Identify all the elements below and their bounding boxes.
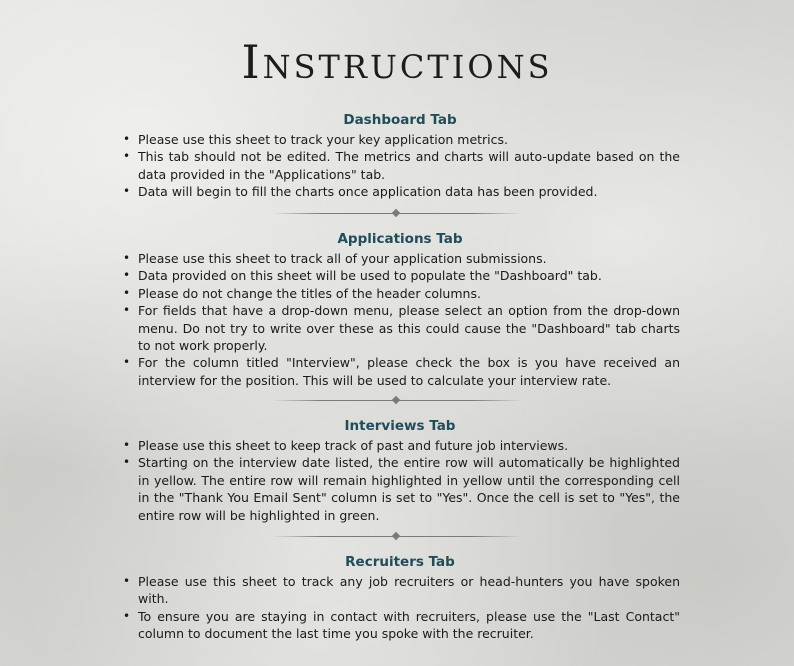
list-item	[120, 608, 680, 643]
list-item	[120, 267, 680, 284]
list-item-text: Please use this sheet to track any job recruiters or head-hunters you have spoken with.	[138, 574, 680, 607]
list-item-text: This tab should not be edited. The metrics and charts will auto-update based on the data provided in the "Applications" tab.	[138, 149, 680, 182]
bullet-icon: •	[123, 438, 131, 452]
diamond-icon	[392, 209, 400, 217]
section-interviews-tab	[120, 418, 680, 524]
list-item	[120, 285, 680, 302]
section-divider	[272, 209, 522, 219]
bullet-icon: •	[123, 251, 131, 265]
bullet-list	[120, 573, 680, 643]
bullet-list	[120, 131, 680, 201]
diamond-icon	[392, 396, 400, 404]
bullet-icon: •	[123, 455, 131, 470]
list-item	[120, 183, 680, 200]
list-item-text: Please use this sheet to track your key application metrics.	[138, 132, 509, 147]
list-item-text: To ensure you are staying in contact with recruiters, please use the "Last Contact" column to document the last time you spoke with the recruiter.	[138, 608, 680, 642]
bullet-icon: •	[123, 149, 131, 164]
section-recruiters-tab	[120, 554, 680, 643]
bullet-icon: •	[123, 268, 131, 283]
diamond-icon	[392, 532, 400, 540]
list-item	[120, 437, 680, 454]
bullet-icon: •	[123, 355, 131, 370]
section-dashboard-tab	[120, 112, 680, 201]
list-item	[120, 354, 680, 389]
list-item-text: Starting on the interview date listed, the entire row will automatically be highlighted in yellow. The entire row will remain highlighted in yellow until the corresponding cell in the "Thank You Email Sent" column is set to "Yes". Once the cell is set to "Yes", the entire row will be highlighted in green.	[138, 455, 680, 523]
bullet-icon: •	[123, 184, 131, 199]
section-divider	[272, 532, 522, 542]
list-item-text: Please use this sheet to track all of your application submissions.	[138, 251, 547, 266]
list-item-text: Data provided on this sheet will be used to populate the "Dashboard" tab.	[138, 268, 602, 284]
list-item-text: Please use this sheet to keep track of past and future job interviews.	[138, 438, 569, 453]
section-applications-tab	[120, 231, 680, 389]
bullet-icon: •	[123, 303, 131, 318]
list-item-text: For fields that have a drop-down menu, please select an option from the drop-down menu. Do not try to write over these as this could cause the "Dashboard" tab charts to not work properly.	[138, 303, 680, 354]
list-item	[120, 131, 680, 148]
list-item-text: For the column titled "Interview", please check the box is you have received an interview for the position. This will be used to calculate your interview rate.	[138, 355, 680, 388]
bullet-icon: •	[123, 132, 131, 146]
bullet-icon: •	[123, 608, 131, 623]
section-heading: Dashboard Tab	[343, 112, 457, 128]
list-item-text: Data will begin to fill the charts once application data has been provided.	[138, 184, 598, 200]
section-heading: Interviews Tab	[344, 418, 456, 434]
section-heading: Recruiters Tab	[345, 554, 455, 570]
section-heading: Applications Tab	[337, 231, 463, 247]
page-title: Instructions	[241, 35, 553, 89]
list-item	[120, 454, 680, 524]
bullet-list	[120, 250, 680, 389]
section-divider	[272, 396, 522, 406]
list-item	[120, 250, 680, 267]
list-item-text: Please do not change the titles of the header columns.	[138, 285, 481, 301]
list-item	[120, 573, 680, 608]
bullet-list	[120, 437, 680, 524]
list-item	[120, 302, 680, 354]
bullet-icon: •	[123, 285, 131, 300]
bullet-icon: •	[123, 574, 131, 588]
list-item	[120, 148, 680, 183]
